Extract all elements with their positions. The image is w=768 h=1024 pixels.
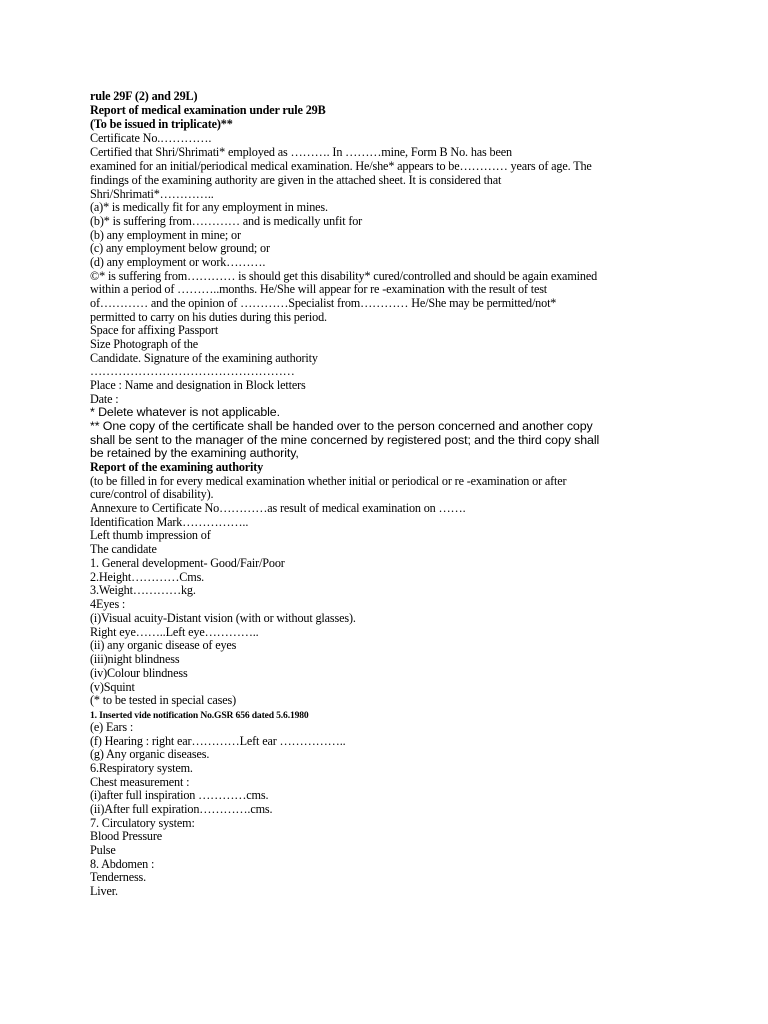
text-line: cure/control of disability). [90, 487, 214, 501]
text-line: 6.Respiratory system. [90, 761, 193, 775]
text-line: (d) any employment or work………. [90, 255, 266, 269]
text-line: 7. Circulatory system: [90, 816, 195, 830]
text-line: The candidate [90, 542, 157, 556]
text-line: 8. Abdomen : [90, 857, 155, 871]
text-line: (to be filled in for every medical examination whether initial or periodical or re -examination or after [90, 474, 567, 488]
text-line: (f) Hearing : right ear…………Left ear …………….. [90, 734, 346, 748]
text-line: ©* is suffering from………… is should get this disability* cured/controlled and should be again examined [90, 269, 598, 283]
text-line: (c) any employment below ground; or [90, 241, 270, 255]
text-line: Pulse [90, 843, 116, 857]
text-line: findings of the examining authority are given in the attached sheet. It is considered that [90, 173, 502, 187]
text-line: Liver. [90, 884, 118, 898]
signature-line: …………………………………………… [90, 364, 295, 378]
rule-reference: rule 29F (2) and 29L) [90, 89, 198, 103]
text-line: Right eye……..Left eye………….. [90, 625, 259, 639]
text-line: (b) any employment in mine; or [90, 228, 241, 242]
text-line: (g) Any organic diseases. [90, 747, 210, 761]
text-line: 4Eyes : [90, 597, 126, 611]
certificate-number: Certificate No.…………. [90, 131, 212, 145]
text-line: (i)after full inspiration …………cms. [90, 788, 269, 802]
text-line: (v)Squint [90, 680, 135, 694]
text-line: Certified that Shri/Shrimati* employed as ………. In ………mine, Form B No. has been [90, 145, 512, 159]
text-line: ** One copy of the certificate shall be handed over to the person concerned and another copy [90, 419, 593, 433]
text-line: shall be sent to the manager of the mine concerned by registered post; and the third copy shall [90, 433, 600, 447]
text-line: (ii) any organic disease of eyes [90, 638, 237, 652]
text-line: Size Photograph of the [90, 337, 199, 351]
text-line: Identification Mark…………….. [90, 515, 249, 529]
text-line: Shri/Shrimati*………….. [90, 187, 214, 201]
text-line: within a period of ………..months. He/She will appear for re -examination with the result of test [90, 282, 548, 296]
text-line: Place : Name and designation in Block letters [90, 378, 306, 392]
text-line: permitted to carry on his duties during this period. [90, 310, 327, 324]
text-line: (ii)After full expiration………….cms. [90, 802, 273, 816]
section-heading: Report of the examining authority [90, 460, 264, 474]
text-line: examined for an initial/periodical medical examination. He/she* appears to be………… years of age. The [90, 159, 592, 173]
text-line: Candidate. Signature of the examining authority [90, 351, 318, 365]
text-line: (e) Ears : [90, 720, 134, 734]
text-line: 3.Weight…………kg. [90, 583, 196, 597]
text-line: * Delete whatever is not applicable. [90, 405, 280, 419]
text-line: (iv)Colour blindness [90, 666, 188, 680]
triplicate-note: (To be issued in triplicate)** [90, 117, 233, 131]
text-line: Annexure to Certificate No…………as result of medical examination on ……. [90, 501, 466, 515]
text-line: Tenderness. [90, 870, 147, 884]
text-line: be retained by the examining authority, [90, 446, 299, 460]
text-line: Left thumb impression of [90, 528, 211, 542]
text-line: Chest measurement : [90, 775, 190, 789]
text-line: Blood Pressure [90, 829, 163, 843]
report-title: Report of medical examination under rule 29B [90, 103, 326, 117]
text-line: Date : [90, 392, 119, 406]
text-line: 1. General development- Good/Fair/Poor [90, 556, 285, 570]
text-line: of………… and the opinion of …………Specialist from………… He/She may be permitted/not* [90, 296, 557, 310]
text-line: (i)Visual acuity-Distant vision (with or without glasses). [90, 611, 356, 625]
footnote: 1. Inserted vide notification No.GSR 656 dated 5.6.1980 [90, 710, 309, 721]
text-line: (* to be tested in special cases) [90, 693, 236, 707]
text-line: Space for affixing Passport [90, 323, 219, 337]
text-line: (iii)night blindness [90, 652, 180, 666]
text-line: (a)* is medically fit for any employment in mines. [90, 200, 328, 214]
text-line: 2.Height…………Cms. [90, 570, 205, 584]
text-line: (b)* is suffering from………… and is medically unfit for [90, 214, 363, 228]
